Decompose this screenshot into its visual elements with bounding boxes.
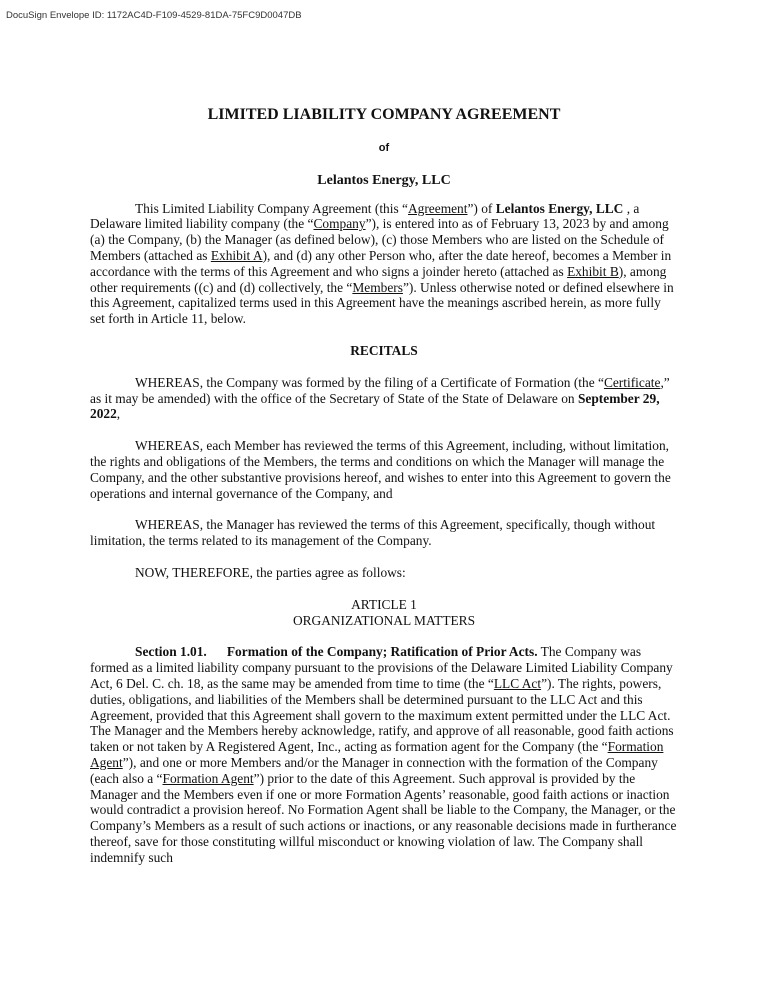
certificate-term: Certificate (603, 374, 661, 390)
company-term: Company (313, 216, 366, 232)
section-heading: Section 1.01. Formation of the Company; Ratification of Prior Acts. (135, 644, 538, 660)
now-therefore-paragraph: NOW, THEREFORE, the parties agree as follows: (135, 564, 406, 580)
recitals-heading: RECITALS (350, 342, 418, 358)
agreement-page (90, 105, 678, 865)
formation-date: September 29, 2022 (90, 390, 660, 422)
docusign-envelope-id: DocuSign Envelope ID: 1172AC4D-F109-4529-81DA-75FC9D0047DB (6, 10, 302, 21)
document-title: LIMITED LIABILITY COMPANY AGREEMENT (207, 106, 561, 123)
whereas-paragraph-1: WHEREAS, the Company was formed by the filing of a Certificate of Formation (the “Certificate,” as it may be amended) with the office of the Secretary of State of the State of Delaware on September 29, 2022, (90, 374, 670, 422)
company-name: Lelantos Energy, LLC (317, 172, 451, 188)
section-1-01: Section 1.01. Formation of the Company; Ratification of Prior Acts. The Company was formed as a limited liability company pursuant to the provisions of the Delaware Limited Liability Company Act, 6 Del. C. ch. 18, as the same may be amended from time to time (the “LLC Act”). The rights, powers, duties, obligations, and liabilities of the Members shall be determined pursuant to the LLC Act and this Agreement, provided that this Agreement shall govern to the maximum extent permitted under the LLC Act. The Manager and the Members hereby acknowledge, ratify, and approve of all reasonable, good faith actions taken or not taken by A Registered Agent, Inc., acting as formation agent for the Company (the “Formation Agent”), and one or more Members and/or the Manager in connection with the formation of the Company (each also a “Formation Agent”) prior to the date of this Agreement. Such approval is provided by the Manager and the Members even if one or more Formation Agents’ reasonable, good faith actions or inaction would contradict a provision hereof. No Formation Agent shall be liable to the Company, the Manager, or the Company’s Members as a result of such actions or inactions, or any reasonable decisions made in furtherance thereof, save for those constituting willful misconduct or knowing violation of law. The Company shall indemnify such (90, 644, 677, 865)
exhibit-b-term: Exhibit B (567, 263, 619, 279)
article-title: ORGANIZATIONAL MATTERS (292, 612, 476, 628)
whereas-paragraph-3: WHEREAS, the Manager has reviewed the terms of this Agreement, specifically, though without limitation, the terms related to its management of the Company. (90, 517, 656, 549)
formation-agent-term-2: Formation Agent (162, 770, 254, 786)
agreement-term: Agreement (407, 200, 468, 216)
formation-agent-term: Formation Agent (90, 739, 664, 770)
whereas-paragraph-2: WHEREAS, each Member has reviewed the terms of this Agreement, including, without limitation, the rights and obligations of the Members, the terms and conditions on which the Manager will manage the Company, and the other substantive provisions hereof, and wishes to enter into this Agreement to govern the operations and internal governance of the Company, and (90, 438, 671, 501)
article-heading (90, 597, 678, 629)
of-label: of (378, 142, 390, 154)
exhibit-a-term: Exhibit A (210, 247, 263, 263)
llc-act-term: LLC Act (493, 675, 542, 691)
intro-paragraph: This Limited Liability Company Agreement (this “Agreement”) of Lelantos Energy, LLC , a Delaware limited liability company (the “Company”), is entered into as of February 13, 2023 by and among (a) the Company, (b) the Manager (as defined below), (c) those Members who are listed on the Schedule of Members (attached as Exhibit A), and (d) any other Person who, after the date hereof, becomes a Member in accordance with the terms of this Agreement and who signs a joinder hereto (attached as Exhibit B), among other requirements ((c) and (d) collectively, the “Members”). Unless otherwise noted or defined elsewhere in this Agreement, capitalized terms used in this Agreement have the meanings ascribed herein, as more fully set forth in Article 11, below. (90, 200, 674, 327)
members-term: Members (352, 279, 403, 295)
article-number: ARTICLE 1 (351, 596, 417, 612)
